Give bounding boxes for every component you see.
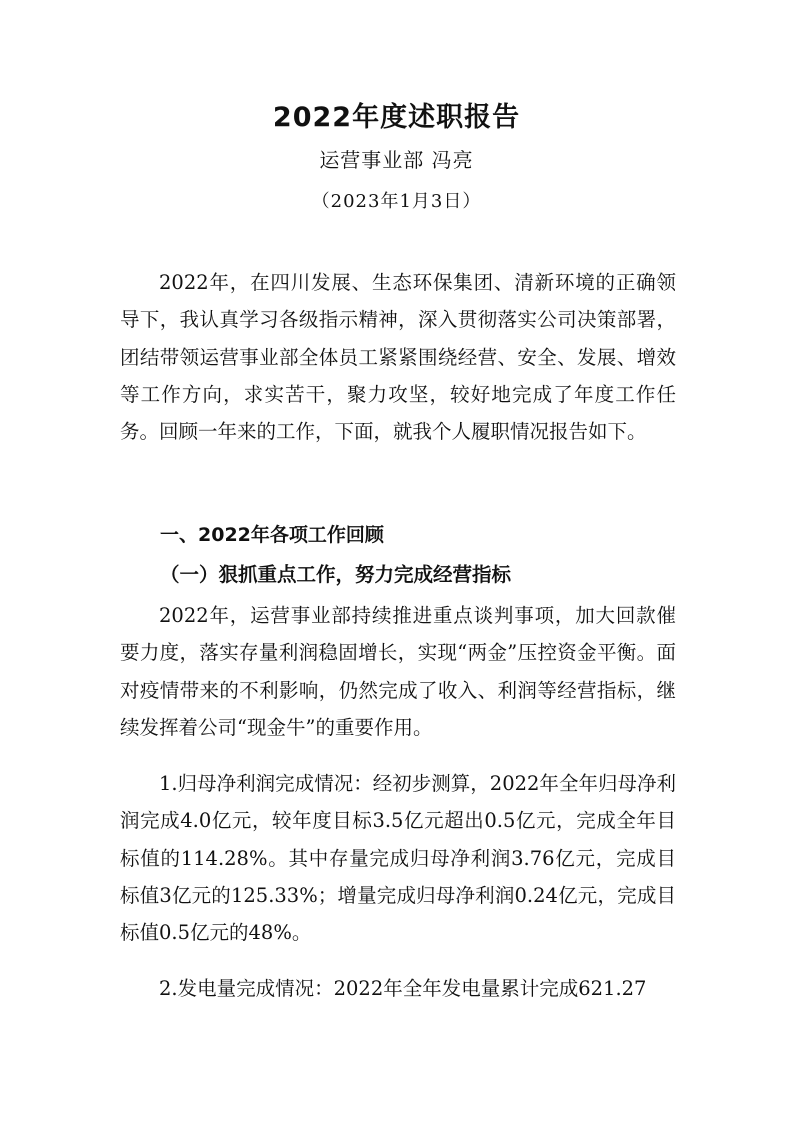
section-heading: 一、2022年各项工作回顾	[160, 524, 384, 546]
subsection-heading: （一）狠抓重点工作，努力完成经营指标	[160, 563, 512, 586]
power-generation-paragraph: 2.发电量完成情况：2022年全年发电量累计完成621.27	[159, 977, 647, 1000]
author-line: 运营事业部 冯亮	[319, 148, 474, 172]
report-title: 2022年度述职报告	[272, 102, 521, 133]
net-profit-paragraph: 1.归母净利润完成情况：经初步测算，2022年全年归母净利润完成4.0亿元，较年度目标3.5亿元超出0.5亿元，完成全年目标值的114.28%。其中存量完成归母净利润3.76亿元，完成目标值3亿元的125.33%；增量完成归母净利润0.24亿元，完成目标值0.5亿元的48%。	[120, 772, 676, 945]
report-date: （2023年1月3日）	[311, 191, 482, 212]
operations-summary-paragraph: 2022年，运营事业部持续推进重点谈判事项，加大回款催要力度，落实存量利润稳固增长，实现“两金”压控资金平衡。面对疫情带来的不利影响，仍然完成了收入、利润等经营指标，继续发挥着公司“现金牛”的重要作用。	[120, 604, 676, 739]
intro-paragraph: 2022年，在四川发展、生态环保集团、清新环境的正确领导下，我认真学习各级指示精神，深入贯彻落实公司决策部署，团结带领运营事业部全体员工紧紧围绕经营、安全、发展、增效等工作方向，求实苦干，聚力攻坚，较好地完成了年度工作任务。回顾一年来的工作，下面，就我个人履职情况报告如下。	[120, 271, 676, 444]
